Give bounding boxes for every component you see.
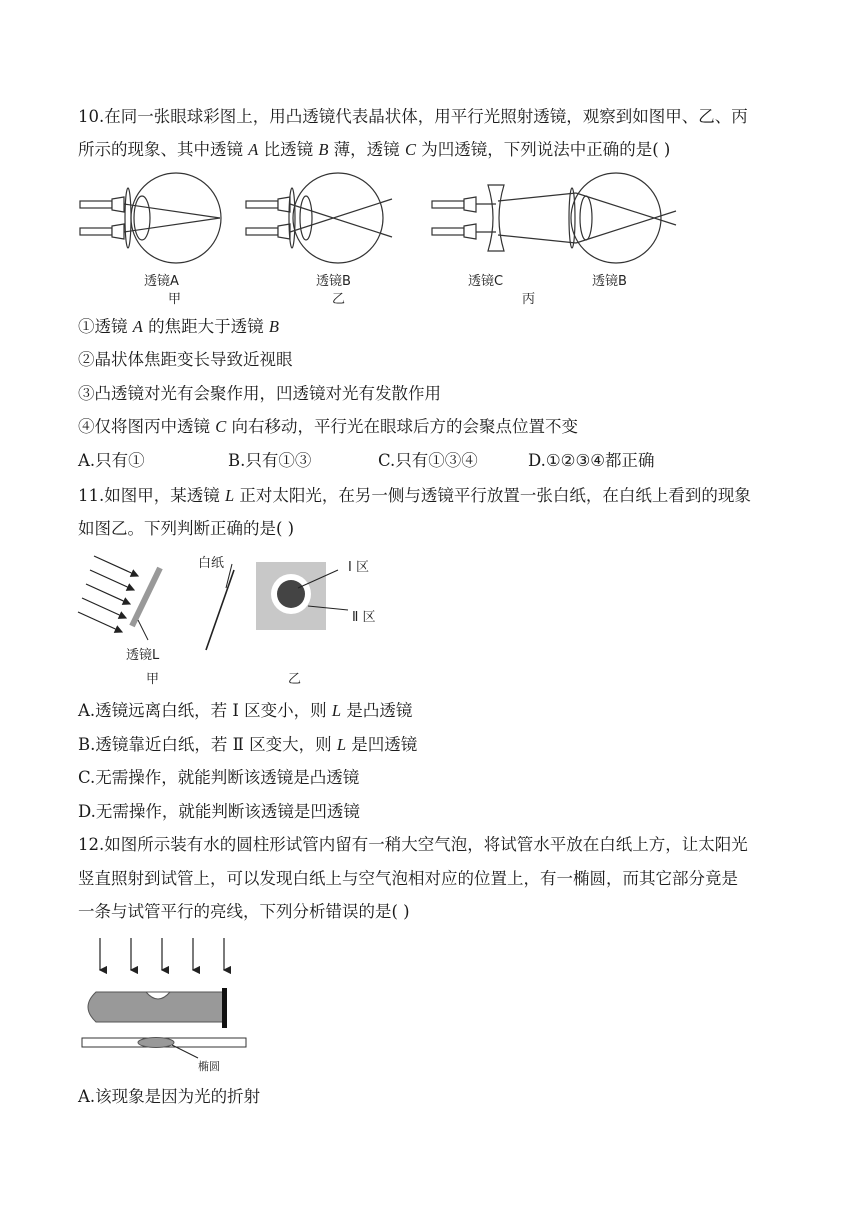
q10-option-b[interactable]: B.只有①③ [228, 451, 312, 470]
label-lens-b-2: 透镜B [592, 274, 627, 289]
test-tube-diagram [76, 934, 276, 1080]
q10-statement-1: ①透镜 A 的焦距大于透镜 B [78, 317, 279, 336]
q11-option-b[interactable]: B.透镜靠近白纸，若 Ⅱ 区变大，则 L 是凹透镜 [78, 735, 418, 754]
q11-stem-line2: 如图乙。下列判断正确的是( ) [78, 519, 295, 538]
label-zone-2: Ⅱ 区 [352, 610, 376, 625]
q12-stem-line2: 竖直照射到试管上，可以发现白纸上与空气泡相对应的位置上，有一椭圆，而其它部分竟是 [78, 869, 738, 888]
label-yi-11: 乙 [288, 672, 302, 687]
label-paper: 白纸 [198, 556, 225, 571]
q12-stem-line1: 12.如图所示装有水的圆柱形试管内留有一稍大空气泡，将试管水平放在白纸上方，让太阳光 [78, 835, 748, 854]
q10-option-c[interactable]: C.只有①③④ [378, 451, 478, 470]
q11-option-c[interactable]: C.无需操作，就能判断该透镜是凸透镜 [78, 768, 360, 787]
q11-option-a[interactable]: A.透镜远离白纸，若 Ⅰ 区变小，则 L 是凸透镜 [78, 701, 413, 720]
label-ellipse: 椭圆 [198, 1060, 220, 1073]
label-zone-1: Ⅰ 区 [348, 560, 369, 575]
label-jia: 甲 [168, 292, 182, 307]
label-lens-l: 透镜L [126, 648, 160, 663]
q10-option-a[interactable]: A.只有① [78, 451, 145, 470]
q10-statement-3: ③凸透镜对光有会聚作用，凹透镜对光有发散作用 [78, 384, 441, 403]
q12-option-a[interactable]: A.该现象是因为光的折射 [78, 1087, 261, 1106]
q10-figure [76, 165, 716, 305]
q12-stem-line3: 一条与试管平行的亮线，下列分析错误的是( ) [78, 902, 410, 921]
q10-statement-2: ②晶状体焦距变长导致近视眼 [78, 350, 293, 369]
label-yi: 乙 [332, 292, 346, 307]
q12-figure [76, 934, 276, 1080]
q11-stem-line1: 11.如图甲，某透镜 L 正对太阳光，在另一侧与透镜平行放置一张白纸，在白纸上看到的现象 [78, 486, 751, 505]
q11-figure [76, 548, 396, 690]
q10-option-d[interactable]: D.①②③④都正确 [528, 451, 655, 470]
q10-stem-line1: 10.在同一张眼球彩图上，用凸透镜代表晶状体，用平行光照射透镜，观察到如图甲、乙、丙 [78, 107, 748, 126]
q11-option-d[interactable]: D.无需操作，就能判断该透镜是凹透镜 [78, 802, 360, 821]
q10-statement-4: ④仅将图丙中透镜 C 向右移动，平行光在眼球后方的会聚点位置不变 [78, 417, 579, 436]
label-jia-11: 甲 [146, 672, 160, 687]
label-lens-a: 透镜A [144, 274, 179, 289]
label-lens-b-1: 透镜B [316, 274, 351, 289]
label-bing: 丙 [522, 292, 536, 307]
q10-stem-line2: 所示的现象、其中透镜 A 比透镜 B 薄，透镜 C 为凹透镜，下列说法中正确的是( ) [78, 140, 671, 159]
label-lens-c: 透镜C [468, 274, 504, 289]
